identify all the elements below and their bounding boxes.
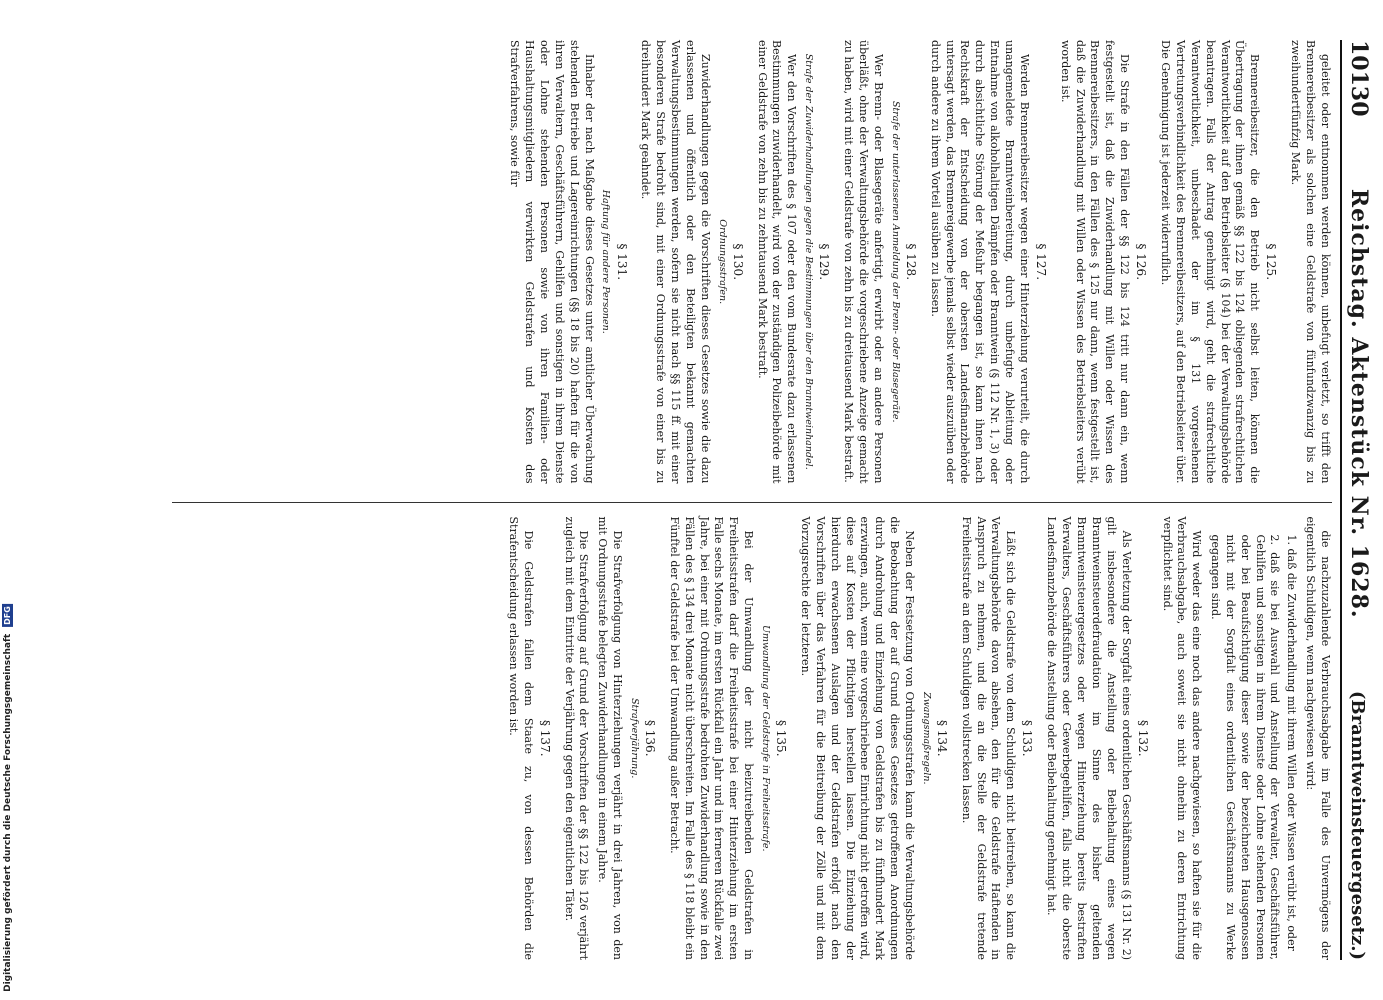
paragraph: Als Verletzung der Sorgfalt eines ordentlichen Geschäftsmanns (§ 131 Nr. 2) gilt insbesondere die Anstellung oder Beibehaltung eines wegen Branntweinsteuerdefraudation im Sinne des bisher geltenden Branntweinsteuergesetzes oder wegen Hinterziehung bereits bestraften Verwalters, Geschäftsführers oder Gewerbegehilfen, falls nicht die oberste Landesfinanzbehörde die Anstellung oder Beibehaltung genehmigt hat. bbox=[1045, 516, 1133, 960]
paragraph: Die Strafe in den Fällen der §§ 122 bis 124 tritt nur dann ein, wenn festgestellt ist, daß die Zuwiderhandlung mit Willen oder Wissen des Brennereibesitzers, in den Fällen des § 125 nur dann, wenn festgestellt ist, daß die Zuwiderhandlung mit Willen oder Wissen des Betriebsleiters verübt worden ist. bbox=[1058, 40, 1132, 484]
section-caption: Haftung für andere Personen. bbox=[600, 189, 612, 334]
footer-text: Digitalisierung gefördert durch die Deutsche Forschungsgemeinschaft bbox=[3, 633, 13, 992]
page-header bbox=[1340, 40, 1372, 960]
paragraph: Die Strafverfolgung von Hinterziehungen verjährt in drei Jahren, von den mit Ordnungsstrafe belegten Zuwiderhandlungen in einem Jahre. bbox=[596, 516, 625, 960]
list-item: 1. daß die Zuwiderhandlung mit ihrem Willen oder Wissen verübt ist, oder bbox=[1285, 534, 1299, 951]
section-caption: Ordnungsstrafen. bbox=[716, 219, 728, 305]
paragraph: Bei der Umwandlung der nicht beizutreibenden Geldstrafen in Freiheitsstrafen darf die Freiheitsstrafe bei einer Hinterziehung im ersten Falle sechs Monate, im ersten Rückfall ein Jahr und im ferneren Rückfalle zwei Jahre, bei einer mit Ordnungsstrafe bedrohten Zuwiderhandlung sowie in den Fällen des § 134 drei Monate nicht überschreiten. Im Falle des § 118 bleibt ein Fünftel der Geldstrafe bei der Umwandlung außer Betracht. bbox=[667, 516, 756, 960]
paragraph: Zuwiderhandlungen gegen die Vorschriften dieses Gesetzes sowie die dazu erlassenen und öffentlich oder den Beteiligten bekannt gemachten Verwaltungsbestimmungen werden, sofern sie nicht nach §§ 115 ff. mit einer besonderen Strafe bedroht sind, mit einer Ordnungsstrafe von einer bis zu dreihundert Mark geahndet. bbox=[639, 40, 712, 484]
section-caption: Zwangsmaßregeln. bbox=[920, 691, 932, 785]
section-number: § 125. bbox=[1264, 243, 1279, 281]
section-number: § 135. bbox=[774, 719, 789, 757]
list-item: 2. daß sie bei Auswahl und Anstellung der Verwalter, Geschäftsführer, Gehilfen und sonstigen in ihrem Dienste oder Lohne stehenden Personen oder bei Beaufsichtigung dieser sowie der bezeichneten Hausgenossen nicht mit der Sorgfalt eines ordentlichen Geschäftsmanns zu Werke gegangen sind. bbox=[1209, 534, 1282, 960]
left-column bbox=[172, 40, 1332, 484]
paragraph: Die Strafverfolgung auf Grund der Vorschriften der §§ 122 bis 126 verjährt zugleich mit dem Eintritte der Verjährung gegen den eigentlichen Täter. bbox=[562, 516, 591, 960]
right-column bbox=[172, 502, 1332, 961]
numbered-list bbox=[1207, 535, 1298, 961]
paragraph: Werden Brennereibesitzer wegen einer Hinterziehung verurteilt, die durch unangemeldete Branntweinbereitung, durch unbefugte Ableitung oder Entnahme von alkoholhaltigen Dämpfen oder Branntwein (§ 112 Nr. 1, 3) oder durch absichtliche Störung der Meßuhr begangen ist, so kann ihnen nach Rechtskraft der Entscheidung von der obersten Landesfinanzbehörde untersagt werden, das Brennereigewerbe jemals selbst wieder auszuüben oder durch andere zu ihrem Vorteil ausüben zu lassen. bbox=[928, 40, 1031, 484]
paragraph: die nachzuzahlende Verbrauchsabgabe im Falle des Unvermögens der eigentlich Schuldigen, wenn nachgewiesen wird: bbox=[1304, 516, 1332, 960]
section-number: § 126. bbox=[1134, 243, 1149, 281]
paragraph: Wird weder das eine noch das andere nachgewiesen, so haften sie für die Verbrauchsabgabe, auch soweit sie nicht ohnehin zu deren Entrichtung verpflichtet sind. bbox=[1160, 516, 1204, 960]
section-number: § 132. bbox=[1135, 719, 1150, 757]
paragraph: Die Geldstrafen fallen dem Staate zu, von dessen Behörden die Strafentscheidung erlassen worden ist. bbox=[506, 516, 535, 960]
paragraph: Läßt sich die Geldstrafe von dem Schuldigen nicht beitreiben, so kann die Verwaltungsbehörde davon absehen, den für die Geldstrafe Haftenden in Anspruch zu nehmen, und die an die Stelle der Geldstrafe tretende Freiheitsstrafe an dem Schuldigen vollstrecken lassen. bbox=[959, 516, 1018, 960]
digitization-footer bbox=[0, 0, 22, 1000]
page-title: Reichstag. Aktenstück Nr. 1628. bbox=[1346, 188, 1372, 619]
paragraph: Wer den Vorschriften des § 107 oder den vom Bundesrate dazu erlassenen Bestimmungen zuwiderhandelt, wird von der zuständigen Polizeibehörde mit einer Geldstrafe von zehn bis zu zehntausend Mark bestraft. bbox=[755, 40, 799, 484]
page-subtitle: (Branntweinsteuergesetz.) bbox=[1347, 690, 1368, 960]
paragraph: Wer Brenn- oder Blasegeräte anfertigt, erwirbt oder an andere Personen überläßt, ohne der Verwaltungsbehörde die vorgeschriebene Anzeige gemacht zu haben, wird mit einer Geldstrafe von zehn bis zu dreitausend Mark bestraft. bbox=[842, 40, 885, 484]
section-number: § 133. bbox=[1020, 719, 1035, 757]
section-number: § 130. bbox=[730, 243, 745, 281]
section-number: § 131. bbox=[614, 243, 629, 281]
section-number: § 136. bbox=[643, 719, 658, 757]
section-number: § 134. bbox=[934, 719, 949, 757]
paragraph: Inhaber der nach Maßgabe dieses Gesetzes unter amtlicher Überwachung stehenden Betriebe und Lagereinrichtungen (§§ 18 bis 20) haften für die von ihren Verwaltern, Geschäftsführern, Gehilfen und sonstigen in ihrem Dienste oder Lohne stehenden Personen sowie von ihren Familien- oder Haushaltungsmitgliedern verwirkten Geldstrafen und Kosten des Strafverfahrens, sowie für bbox=[508, 40, 596, 484]
dfg-logo: DFG bbox=[3, 606, 12, 625]
document-page bbox=[132, 40, 1372, 960]
section-caption: Strafe der unterlassenen Anmeldung der Brenn- oder Blasegeräte. bbox=[889, 100, 901, 423]
section-caption: Umwandlung der Geldstrafe in Freiheitsstrafe. bbox=[759, 624, 771, 852]
paragraph: Brennereibesitzer, die den Betrieb nicht selbst leiten, können die Übertragung der ihnen gemäß §§ 122 bis 124 obliegenden strafrechtlichen Verantwortlichkeit auf den Betriebsleiter (§ 104) bei der Verwaltungsbehörde beantragen. Falls der Antrag genehmigt wird, geht die strafrechtliche Verantwortlichkeit, unbeschadet der im § 131 vorgesehenen Vertretungsverbindlichkeit des Brennereibesitzers, auf den Betriebsleiter über. Die Genehmigung ist jederzeit widerruflich. bbox=[1159, 40, 1262, 484]
section-number: § 137. bbox=[537, 719, 552, 757]
page-number: 10130 bbox=[1346, 40, 1372, 117]
section-number: § 128. bbox=[903, 243, 918, 281]
paragraph: Neben der Festsetzung von Ordnungsstrafen kann die Verwaltungsbehörde die Beobachtung der auf Grund dieses Gesetzes getroffenen Anordnungen durch Androhung und Einziehung von Geldstrafen bis zu fünfhundert Mark erzwingen, auch, wenn eine vorgeschriebene Einrichtung nicht getroffen wird, diese auf Kosten der Pflichtigen herstellen lassen. Die Einziehung der hierdurch erwachsenen Auslagen und der Geldstrafen erfolgt nach den Vorschriften über das Verfahren für die Beitreibung der Zölle und mit dem Vorzugsrechte der letzteren. bbox=[799, 516, 916, 960]
section-caption: Strafverjährung. bbox=[628, 698, 640, 779]
section-number: § 127. bbox=[1033, 243, 1048, 281]
paragraph: geleitet oder entnommen werden können, unbefugt verletzt, so trifft den Brennereibesitzer als solchen eine Geldstrafe von fünfundzwanzig bis zu zweihundertfünfzig Mark. bbox=[1289, 40, 1332, 484]
section-number: § 129. bbox=[817, 243, 832, 281]
section-caption: Strafe der Zuwiderhandlungen gegen die Bestimmungen über den Branntweinhandel. bbox=[803, 53, 815, 470]
